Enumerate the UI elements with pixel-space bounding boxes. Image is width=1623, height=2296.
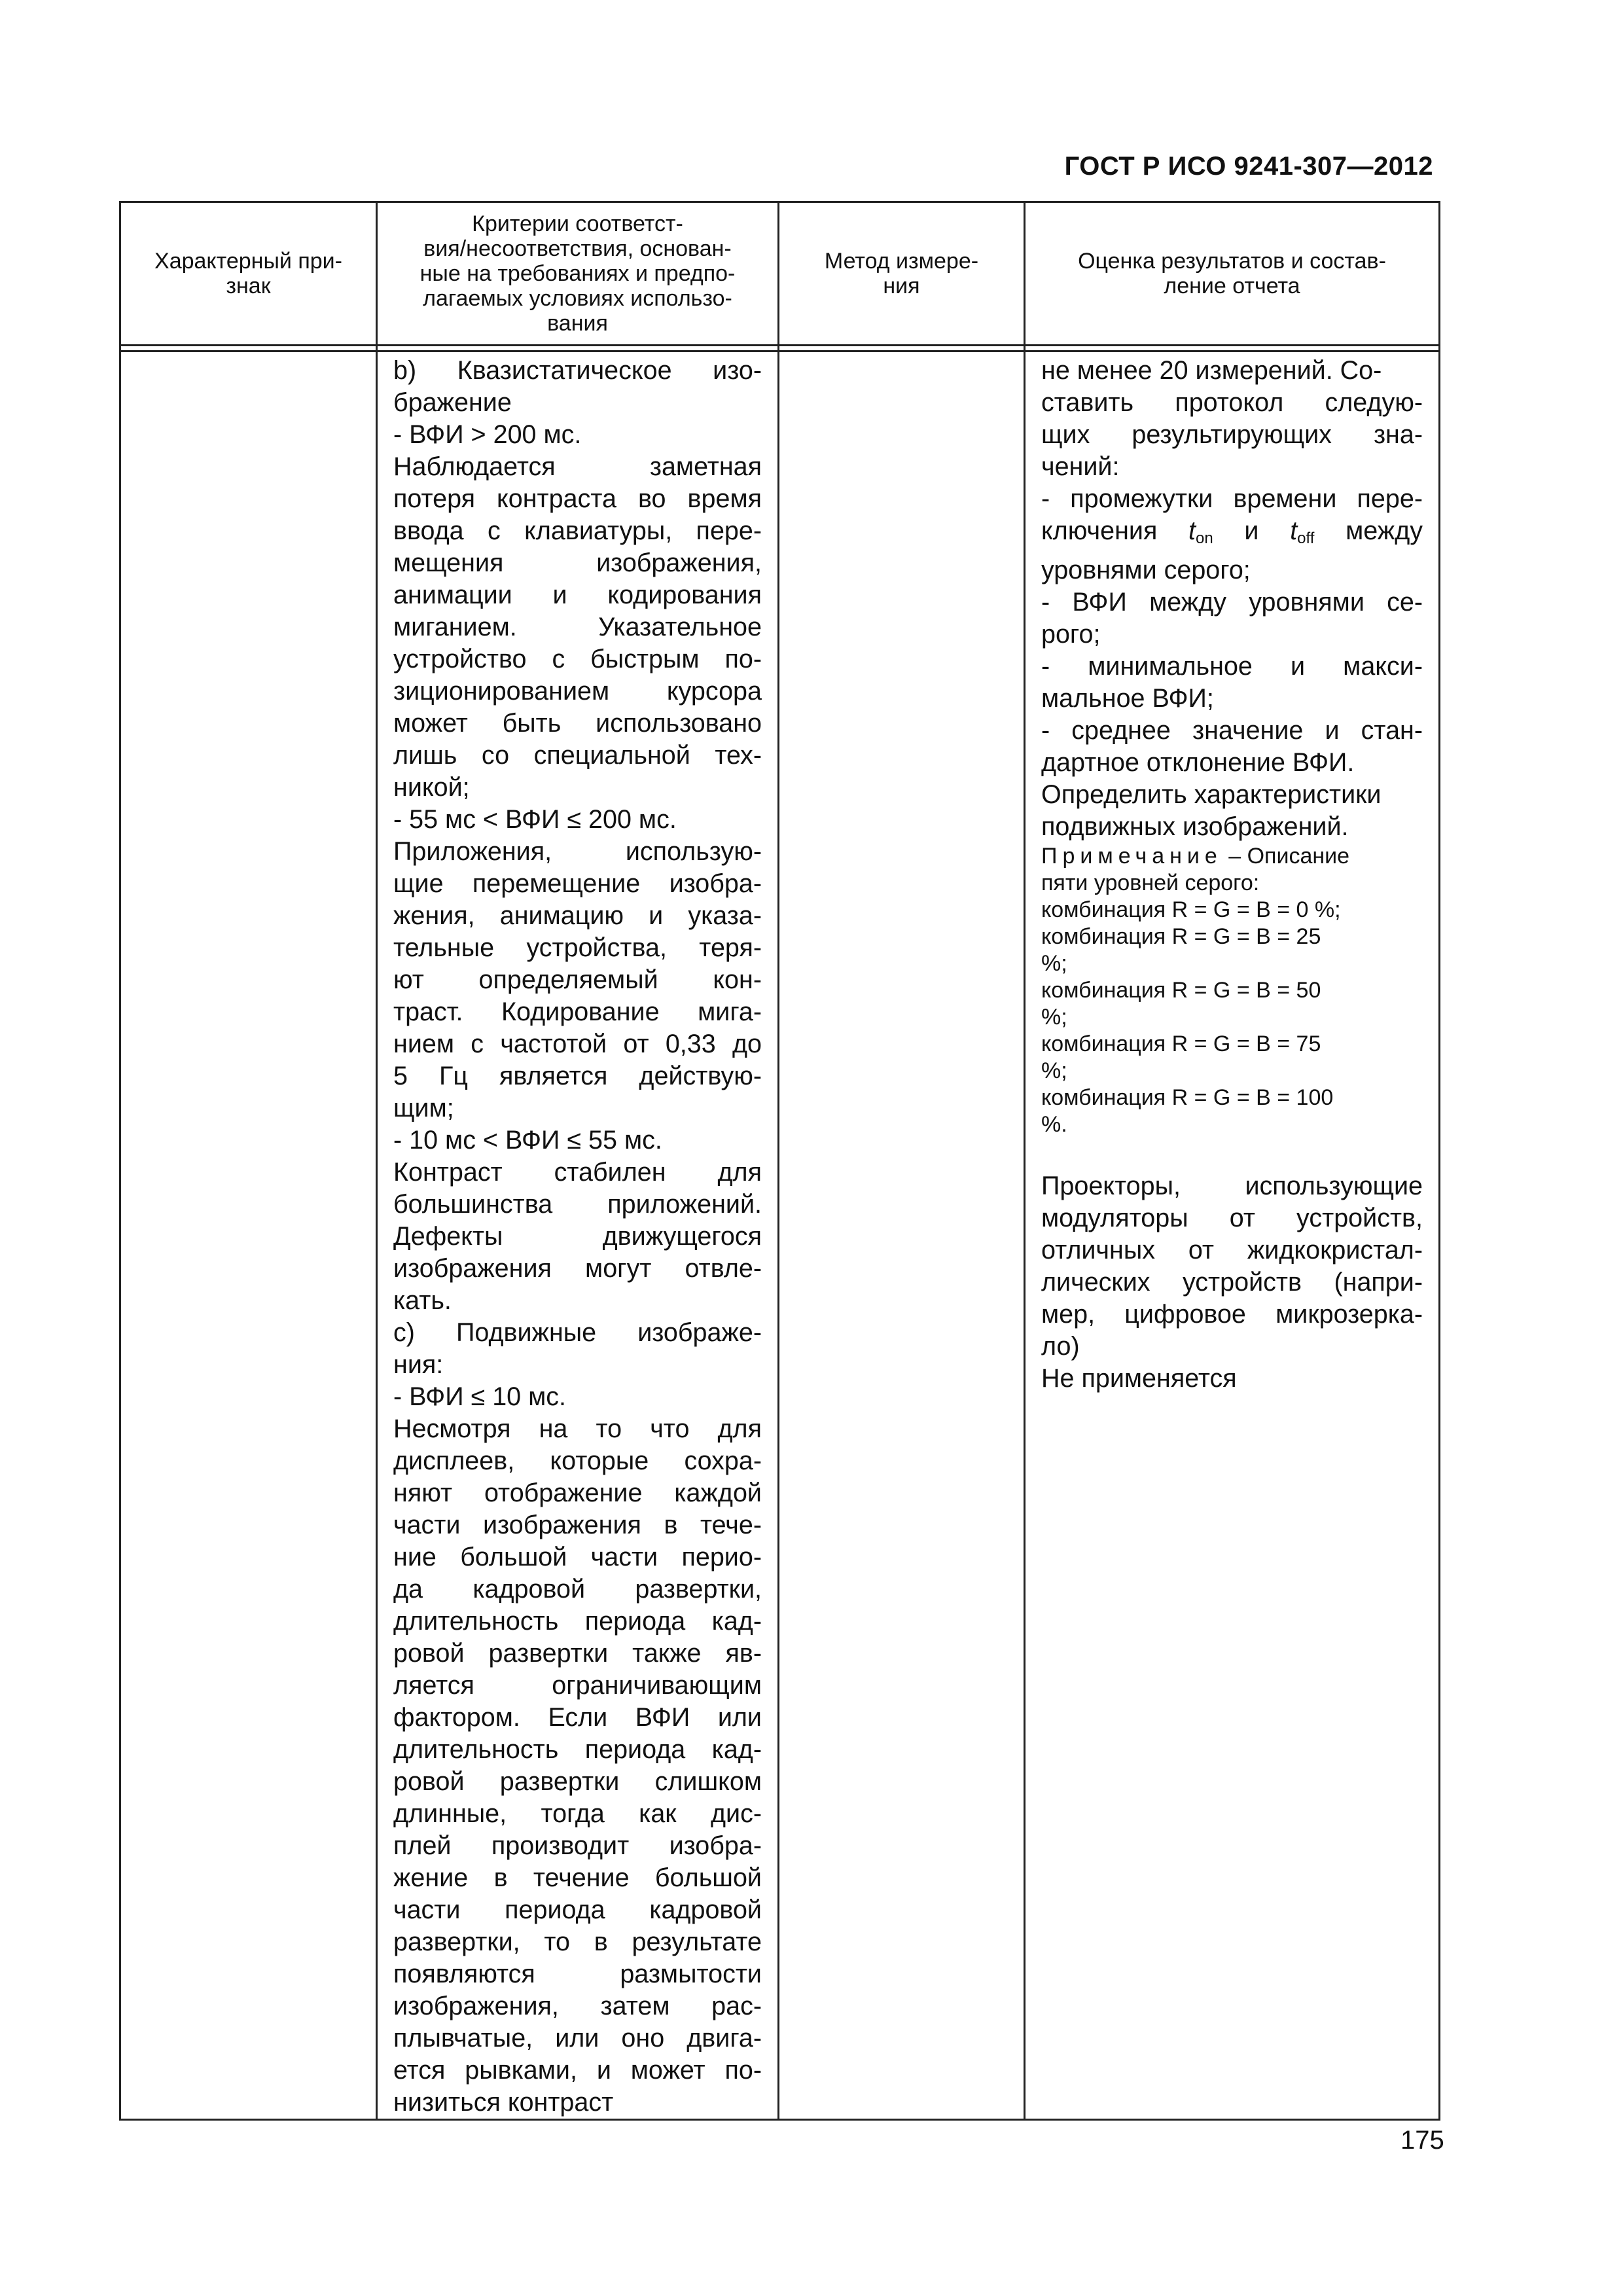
criteria-line: Приложения, использую-	[393, 837, 762, 866]
separator-row	[120, 346, 1440, 351]
criteria-line: Несмотря на то что для	[393, 1414, 762, 1443]
criteria-line: длительность периода кад-	[393, 1607, 762, 1636]
criteria-line: 5 Гц является действую-	[393, 1062, 762, 1090]
header-method: Метод измере- ния	[779, 202, 1025, 346]
criteria-line: ровой развертки слишком	[393, 1767, 762, 1796]
criteria-line: части периода кадровой	[393, 1895, 762, 1924]
criteria-line: зиционированием курсора	[393, 677, 762, 706]
criteria-line: плывчатые, или оно двига-	[393, 2024, 762, 2053]
criteria-line: миганием. Указательное	[393, 613, 762, 641]
evaluation-line: рого;	[1041, 620, 1101, 649]
evaluation-line: не менее 20 измерений. Со-	[1041, 356, 1382, 385]
note-line: %;	[1041, 951, 1067, 976]
note-line: %;	[1041, 1058, 1067, 1083]
page-number: 175	[1400, 2126, 1444, 2155]
criteria-cell	[377, 351, 779, 2120]
table-row	[120, 351, 1440, 2120]
note-line: %.	[1041, 1112, 1067, 1137]
criteria-line: жения, анимацию и указа-	[393, 901, 762, 930]
evaluation-line: - среднее значение и стан-	[1041, 716, 1423, 745]
evaluation-line: чений:	[1041, 452, 1120, 481]
note-line: комбинация R = G = B = 50	[1041, 978, 1321, 1003]
criteria-line: появляются размытости	[393, 1960, 762, 1988]
criteria-line: нием с частотой от 0,33 до	[393, 1030, 762, 1058]
requirements-table	[119, 201, 1440, 2121]
criteria-line: щие перемещение изобра-	[393, 869, 762, 898]
evaluation-line: уровнями серого;	[1041, 556, 1251, 584]
criteria-line: ввода с клавиатуры, пере-	[393, 516, 762, 545]
criteria-line: - 10 мс < ВФИ ≤ 55 мс.	[393, 1126, 662, 1155]
criteria-line: b) Квазистатическое изо-	[393, 356, 762, 385]
criteria-line: щим;	[393, 1094, 454, 1122]
header-criteria: Критерии соответст- вия/несоответствия, основан- ные на требованиях и предпо- лагаемых условиях использо- вания	[377, 202, 779, 346]
note-line: комбинация R = G = B = 100	[1041, 1085, 1334, 1110]
criteria-line: может быть использовано	[393, 709, 762, 738]
criteria-line: жение в течение большой	[393, 1863, 762, 1892]
note-block	[1041, 843, 1423, 1138]
criteria-line: мещения изображения,	[393, 548, 762, 577]
characteristic-cell	[120, 351, 377, 2120]
note-line: %;	[1041, 1005, 1067, 1030]
criteria-line: Дефекты движущегося	[393, 1222, 762, 1251]
evaluation-line: - промежутки времени пере-	[1041, 484, 1423, 513]
note-line: комбинация R = G = B = 75	[1041, 1031, 1321, 1056]
note-line: пяти уровней серого:	[1041, 870, 1260, 895]
evaluation-line: Не применяется	[1041, 1364, 1237, 1393]
evaluation-line: подвижных изображений.	[1041, 812, 1349, 841]
criteria-line: ляется ограничивающим	[393, 1671, 762, 1700]
separator-cell	[779, 346, 1025, 351]
separator-cell	[377, 346, 779, 351]
document-header: ГОСТ Р ИСО 9241-307—2012	[1064, 152, 1433, 181]
criteria-line: няют отображение каждой	[393, 1479, 762, 1507]
spacer	[1041, 1138, 1423, 1170]
criteria-line: тельные устройства, теря-	[393, 933, 762, 962]
criteria-line: Наблюдается заметная	[393, 452, 762, 481]
criteria-line: части изображения в тече-	[393, 1511, 762, 1539]
criteria-line: ют определяемый кон-	[393, 965, 762, 994]
criteria-line: никой;	[393, 773, 470, 802]
criteria-line: лишь со специальной тех-	[393, 741, 762, 770]
evaluation-cell	[1025, 351, 1440, 2120]
criteria-line: Контраст стабилен для	[393, 1158, 762, 1187]
evaluation-line: - минимальное и макси-	[1041, 652, 1423, 681]
evaluation-line: Определить характеристики	[1041, 780, 1382, 809]
criteria-line: c) Подвижные изображе-	[393, 1318, 762, 1347]
evaluation-line: щих результирующих зна-	[1041, 420, 1423, 449]
evaluation-line: отличных от жидкокристал-	[1041, 1236, 1423, 1265]
evaluation-line: мер, цифровое микрозерка-	[1041, 1300, 1423, 1329]
criteria-line: кать.	[393, 1286, 452, 1315]
evaluation-line: дартное отклонение ВФИ.	[1041, 748, 1355, 777]
criteria-line: большинства приложений.	[393, 1190, 762, 1219]
criteria-line: да кадровой развертки,	[393, 1575, 762, 1604]
separator-cell	[1025, 346, 1440, 351]
criteria-line: длинные, тогда как дис-	[393, 1799, 762, 1828]
criteria-line: длительность периода кад-	[393, 1735, 762, 1764]
criteria-line: ется рывками, и может по-	[393, 2056, 762, 2085]
criteria-line: - ВФИ ≤ 10 мс.	[393, 1382, 567, 1411]
criteria-line: ровой развертки также яв-	[393, 1639, 762, 1668]
criteria-line: ния:	[393, 1350, 444, 1379]
note-heading: Примечание – Описание	[1041, 844, 1350, 869]
criteria-line: бражение	[393, 388, 512, 417]
evaluation-line: ло)	[1041, 1332, 1080, 1361]
header-characteristic: Характерный при- знак	[120, 202, 377, 346]
switch-times-line: ключения $t_{on}$ и $t_{off}$ между	[1041, 516, 1423, 547]
table-header-row	[120, 202, 1440, 346]
criteria-line: потеря контраста во время	[393, 484, 762, 513]
criteria-line: изображения могут отвле-	[393, 1254, 762, 1283]
separator-cell	[120, 346, 377, 351]
evaluation-line: Проекторы, использующие	[1041, 1172, 1423, 1200]
criteria-line: траст. Кодирование мига-	[393, 997, 762, 1026]
criteria-line: фактором. Если ВФИ или	[393, 1703, 762, 1732]
evaluation-line: лических устройств (напри-	[1041, 1268, 1423, 1297]
criteria-line: низиться контраст	[393, 2088, 614, 2117]
note-line: комбинация R = G = B = 0 %;	[1041, 897, 1341, 922]
criteria-line: ние большой части перио-	[393, 1543, 762, 1571]
evaluation-line: модуляторы от устройств,	[1041, 1204, 1423, 1232]
header-evaluation: Оценка результатов и состав- ление отчета	[1025, 202, 1440, 346]
criteria-line: изображения, затем рас-	[393, 1992, 762, 2020]
criteria-line: дисплеев, которые сохра-	[393, 1446, 762, 1475]
evaluation-line: - ВФИ между уровнями се-	[1041, 588, 1423, 617]
criteria-line: - 55 мс < ВФИ ≤ 200 мс.	[393, 805, 677, 834]
criteria-line: устройство с быстрым по-	[393, 645, 762, 673]
criteria-line: анимации и кодирования	[393, 581, 762, 609]
method-cell	[779, 351, 1025, 2120]
note-line: комбинация R = G = B = 25	[1041, 924, 1321, 949]
criteria-line: развертки, то в результате	[393, 1928, 762, 1956]
criteria-line: - ВФИ > 200 мс.	[393, 420, 582, 449]
evaluation-line: ставить протокол следую-	[1041, 388, 1423, 417]
evaluation-line: мальное ВФИ;	[1041, 684, 1214, 713]
criteria-line: плей производит изобра-	[393, 1831, 762, 1860]
